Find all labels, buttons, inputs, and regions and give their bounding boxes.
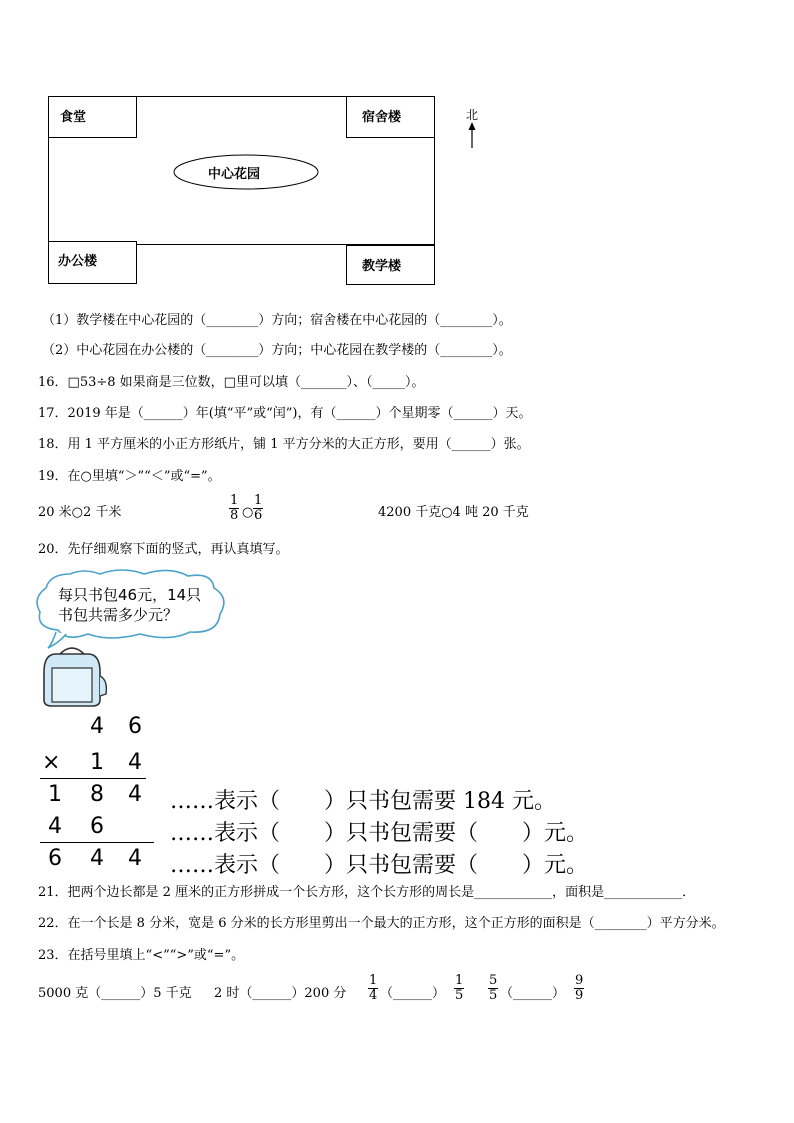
q19-title: 19．在○里填“＞”“＜”或“=”。 bbox=[38, 469, 221, 484]
q17: 17．2019 年是（______）年(填“平”或“闰”)，有（______）个星期零（______）天。 bbox=[38, 406, 532, 421]
q23-frac3 bbox=[488, 974, 498, 1003]
frac-numerator: 9 bbox=[575, 973, 584, 988]
q23-item2: 2 时（______）200 分 bbox=[214, 986, 347, 1001]
digit: 4 bbox=[128, 750, 142, 775]
frac-denominator: 9 bbox=[575, 988, 584, 1003]
divider-line bbox=[40, 778, 146, 779]
bubble-line2: 书包共需多少元？ bbox=[58, 606, 179, 624]
q23-title: 23．在括号里填上“<”“>”或“=”。 bbox=[38, 948, 245, 963]
q18: 18．用 1 平方厘米的小正方形纸片，铺 1 平方分米的大正方形，要用（______）张。 bbox=[38, 437, 530, 452]
q23-frac4 bbox=[574, 974, 584, 1003]
q21: 21．把两个边长都是 2 厘米的正方形拼成一个长方形，这个长方形的周长是____________，面积是____________． bbox=[38, 885, 696, 900]
q22: 22．在一个长是 8 分米，宽是 6 分米的长方形里剪出一个最大的正方形，这个正方形的面积是（________）平方分米。 bbox=[38, 916, 725, 931]
digit: 4 bbox=[128, 782, 142, 807]
frac-numerator: 1 bbox=[369, 973, 378, 988]
digit: 6 bbox=[48, 846, 62, 871]
q16: 16．□53÷8 如果商是三位数，□里可以填（_______）、（_____）。 bbox=[38, 375, 425, 390]
q23-item1: 5000 克（______）5 千克 bbox=[38, 986, 192, 1001]
q20-title: 20．先仔细观察下面的竖式，再认真填写。 bbox=[38, 542, 289, 557]
digit: 4 bbox=[48, 814, 62, 839]
label-canteen: 食堂 bbox=[60, 110, 87, 125]
q19-item3: 4200 千克○4 吨 20 千克 bbox=[378, 505, 529, 520]
q23-blank1: （______） bbox=[380, 986, 446, 1001]
label-teaching: 教学楼 bbox=[362, 259, 402, 274]
frac-denominator: 5 bbox=[455, 988, 464, 1003]
times-sign: × bbox=[42, 750, 61, 775]
digit: 6 bbox=[90, 814, 104, 839]
frac-numerator: 5 bbox=[489, 973, 498, 988]
q15-line1: （1）教学楼在中心花园的（________）方向；宿舍楼在中心花园的（________）。 bbox=[42, 313, 512, 328]
digit: 4 bbox=[128, 846, 142, 871]
bubble-line1: 每只书包46元，14只 bbox=[58, 586, 202, 604]
q23-blank2: （______） bbox=[500, 986, 566, 1001]
label-office: 办公楼 bbox=[58, 254, 98, 269]
q23-frac2 bbox=[454, 974, 464, 1003]
frac-numerator: 1 bbox=[455, 973, 464, 988]
frac-denominator: 6 bbox=[254, 508, 263, 523]
frac-denominator: 8 bbox=[230, 508, 239, 523]
label-dorm: 宿舍楼 bbox=[362, 110, 402, 125]
q15-line2: （2）中心花园在办公楼的（________）方向；中心花园在教学楼的（________）。 bbox=[42, 343, 512, 358]
label-garden: 中心花园 bbox=[208, 167, 261, 182]
q19-frac1 bbox=[229, 494, 239, 523]
label-north: 北 bbox=[466, 108, 479, 122]
calc-explanation-2: ……表示（ ）只书包需要（ ）元。 bbox=[170, 821, 589, 846]
digit: 4 bbox=[90, 714, 104, 739]
frac-denominator: 4 bbox=[369, 988, 378, 1003]
divider-line bbox=[40, 842, 154, 843]
q19-frac2 bbox=[253, 494, 263, 523]
calc-explanation-3: ……表示（ ）只书包需要（ ）元。 bbox=[170, 853, 589, 878]
digit: 6 bbox=[128, 714, 142, 739]
frac-numerator: 1 bbox=[230, 493, 239, 508]
backpack-icon bbox=[44, 648, 106, 706]
q19-circle: ○ bbox=[242, 505, 254, 520]
q23-frac1 bbox=[368, 974, 378, 1003]
digit: 1 bbox=[48, 782, 62, 807]
frac-numerator: 1 bbox=[254, 493, 263, 508]
digit: 4 bbox=[90, 846, 104, 871]
bubble-text bbox=[58, 585, 201, 625]
frac-denominator: 5 bbox=[489, 988, 498, 1003]
calc-explanation-1: ……表示（ ）只书包需要 184 元。 bbox=[170, 789, 556, 814]
q19-item1: 20 米○2 千米 bbox=[38, 505, 122, 520]
digit: 1 bbox=[90, 750, 104, 775]
digit: 8 bbox=[90, 782, 104, 807]
